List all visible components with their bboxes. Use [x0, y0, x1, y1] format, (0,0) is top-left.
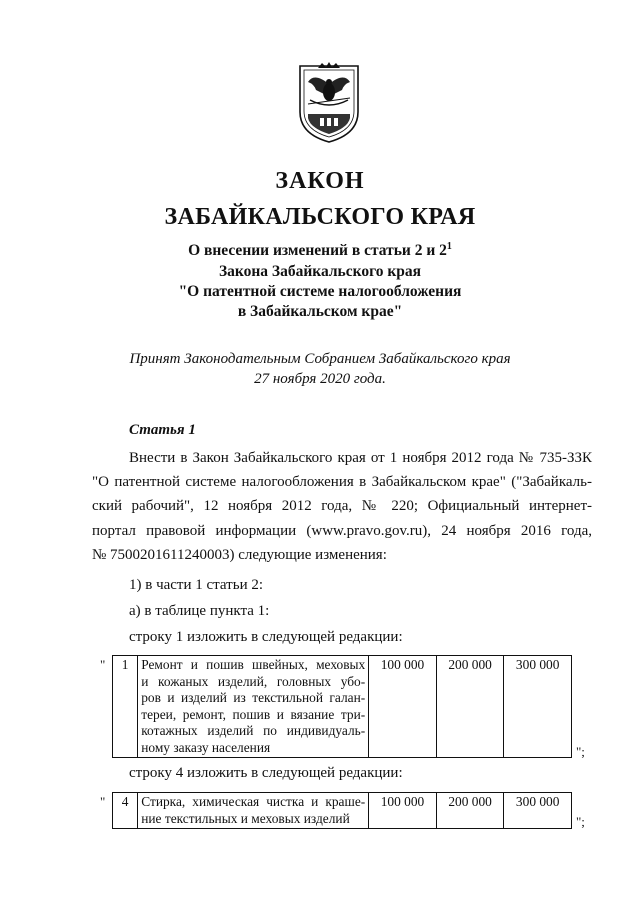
value-cell-3: 300 000 [504, 656, 572, 758]
row-number: 4 [113, 793, 138, 829]
tax-table-row-1 [112, 655, 572, 758]
row-number: 1 [113, 656, 138, 758]
value-cell-1: 100 000 [369, 656, 437, 758]
open-quote: " [100, 657, 106, 672]
row-description: Стирка, химическая чистка и краше- ние текстильных и меховых изделий [138, 793, 369, 829]
close-quote: "; [576, 814, 585, 829]
intro-line: ский рабочий", 12 ноября 2012 года, № 220; Официальный интернет- [92, 498, 592, 515]
intro-line: "О патентной системе налогообложения в Забайкальском крае" ("Забайкаль- [92, 474, 592, 491]
law-subtitle-line-1: О внесении изменений в статьи 2 и $2^1$ [188, 241, 452, 260]
row-description: Ремонт и пошив швейных, меховых и кожаных изделий, головных убо- ров и изделий из текстильной галан- тереи, ремонт, пошив и вязание три- котажных изделий по индивидуаль- ному заказу населения [138, 656, 369, 758]
intro-line: Внести в Закон Забайкальского края от 1 ноября 2012 года № 735-ЗЗК [129, 450, 592, 466]
row4-instruction: строку 4 изложить в следующей редакции: [129, 765, 403, 781]
article-intro-paragraph [92, 446, 592, 567]
article-heading: Статья 1 [129, 422, 196, 438]
value-cell-1: 100 000 [369, 793, 437, 829]
adoption-line-1: Принят Законодательным Собранием Забайкальского края [129, 351, 511, 367]
value-cell-2: 200 000 [436, 656, 504, 758]
item-1: 1) в части 1 статьи 2: [129, 577, 264, 593]
row1-instruction: строку 1 изложить в следующей редакции: [129, 629, 403, 645]
coat-of-arms-emblem [296, 62, 362, 144]
law-title: ЗАКОН [275, 168, 365, 194]
adoption-date: 27 ноября 2020 года. [254, 371, 386, 387]
law-subtitle-line-3: "О патентной системе налогообложения [178, 283, 462, 300]
tax-table-row-4 [112, 792, 572, 829]
table-row [113, 793, 572, 829]
law-subtitle-line-4: в Забайкальском крае" [237, 303, 403, 320]
table-row [113, 656, 572, 758]
close-quote: "; [576, 744, 585, 759]
intro-line: № 7500201611240003) следующие изменения: [92, 546, 387, 563]
intro-line: портал правовой информации (www.pravo.gov.ru), 24 ноября 2016 года, [92, 522, 592, 539]
value-cell-3: 300 000 [504, 793, 572, 829]
law-region: ЗАБАЙКАЛЬСКОГО КРАЯ [164, 204, 476, 230]
value-cell-2: 200 000 [436, 793, 504, 829]
law-subtitle-line-2: Закона Забайкальского края [218, 263, 422, 280]
item-a: а) в таблице пункта 1: [129, 603, 270, 619]
open-quote: " [100, 794, 106, 809]
